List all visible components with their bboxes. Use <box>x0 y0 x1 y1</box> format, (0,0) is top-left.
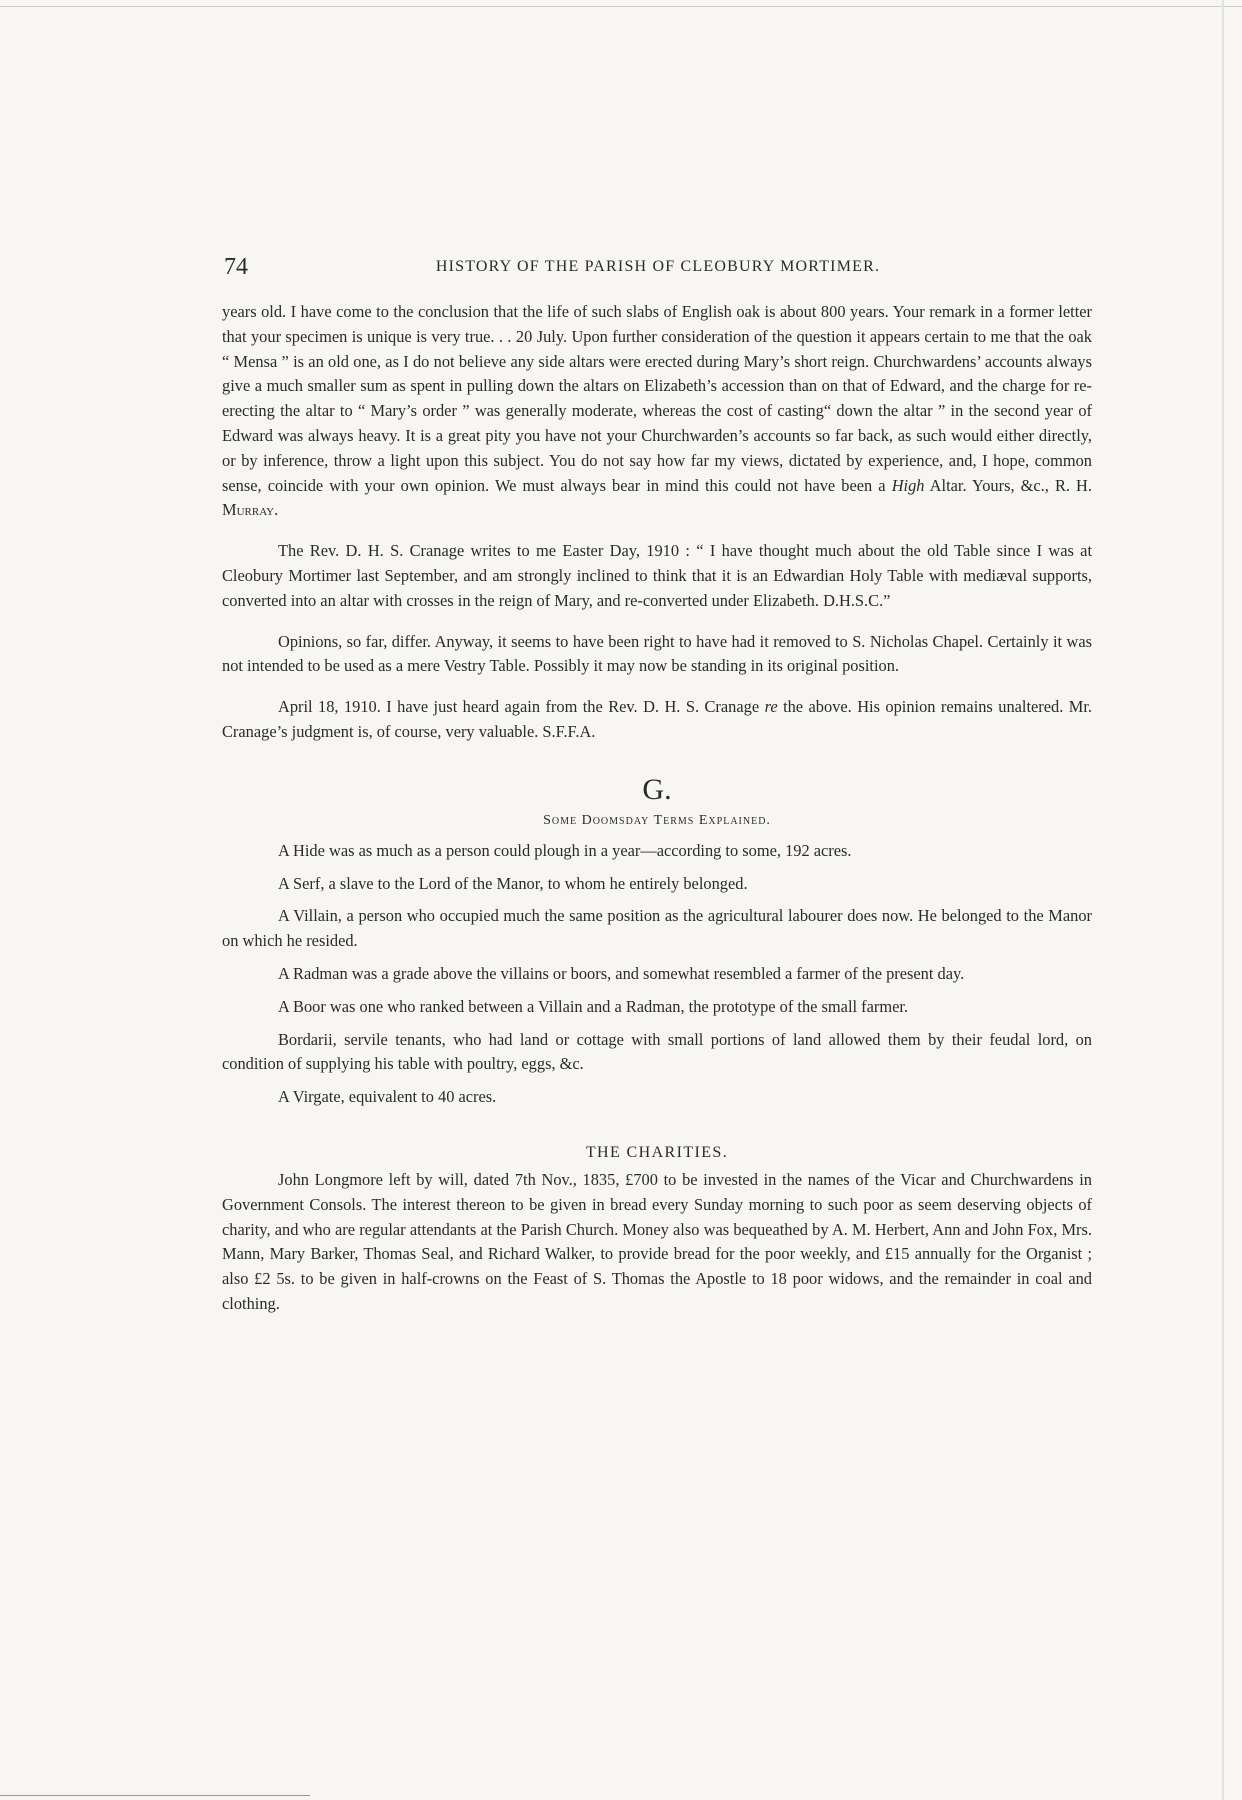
april-paragraph <box>222 695 1092 745</box>
page-header <box>224 254 1092 284</box>
page-number: 74 <box>224 254 248 280</box>
top-edge-rule <box>0 6 1242 7</box>
letter-signature: Murray. <box>222 500 279 520</box>
term-boor: A Boor was one who ranked between a Villain and a Radman, the prototype of the small farmer. <box>278 996 909 1016</box>
term-serf: A Serf, a slave to the Lord of the Manor, to whom he entirely belonged. <box>278 873 748 893</box>
letter-paragraph <box>222 300 1092 523</box>
page-edge-shadow <box>1222 0 1224 1800</box>
april-text: April 18, 1910. I have just heard again from the Rev. D. H. S. Cranage <box>278 697 760 717</box>
bottom-edge-rule <box>0 1795 310 1796</box>
cranage-paragraph: The Rev. D. H. S. Cranage writes to me Easter Day, 1910 : “ I have thought much about the old Table since I was at Cleobury Mortimer last September, and am strongly inclined to think that it is an Edwardian Holy Table with mediæval supports, converted into an altar with crosses in the reign of Mary, and re-converted under Elizabeth. D.H.S.C.” <box>222 541 1092 610</box>
april-italic: re <box>764 697 778 717</box>
term-hide: A Hide was as much as a person could plough in a year—according to some, 192 acres. <box>278 840 852 860</box>
page-body <box>222 300 1092 1317</box>
section-heading: Some Doomsday Terms Explained. <box>543 812 771 828</box>
letter-italic: High <box>891 475 925 495</box>
letter-closing: Altar. Yours, &c., R. H. <box>929 475 1092 495</box>
term-bordarii: Bordarii, servile tenants, who had land or cottage with small portions of land allowed them by their feudal lord, on condition of supplying his table with poultry, eggs, &c. <box>222 1029 1092 1074</box>
section-letter: G. <box>642 772 672 806</box>
opinions-paragraph: Opinions, so far, differ. Anyway, it seems to have been right to have had it removed to S. Nicholas Chapel. Certainly it was not intended to be used as a mere Vestry Table. Possibly it may now be standing in its original position. <box>222 631 1092 676</box>
april-text-end: the above. His opinion remains unaltered. Mr. Cranage’s judgment is, of course, very valuable. S.F.F.A. <box>222 697 1092 741</box>
term-villain: A Villain, a person who occupied much the same position as the agricultural labourer does now. He belonged to the Manor on which he resided. <box>222 906 1092 951</box>
term-virgate: A Virgate, equivalent to 40 acres. <box>278 1087 497 1107</box>
letter-text: years old. I have come to the conclusion that the life of such slabs of English oak is about 800 years. Your remark in a former letter that your specimen is unique is very true. . . 20 July. Upon further consideration of the question it appears certain to me that the oak “ Mensa ” is an old one, as I do not believe any side altars were erected during Mary’s short reign. Churchwardens’ accounts always give a much smaller sum as spent in pulling down the altars on Elizabeth’s accession than on that of Edward, and the charge for re-erecting the altar to “ Mary’s order ” was generally moderate, whereas the cost of casting“ down the altar ” in the second year of Edward was always heavy. It is a great pity you have not your Churchwarden’s accounts so far back, as such would either directly, or by inference, throw a light upon this subject. You do not say how far my views, dictated by experience, and, I hope, common sense, coincide with your own opinion. We must always bear in mind this could not have been a <box>222 302 1092 495</box>
term-radman: A Radman was a grade above the villains or boors, and somewhat resembled a farmer of the present day. <box>278 963 965 983</box>
charities-heading: THE CHARITIES. <box>585 1143 729 1161</box>
charities-paragraph: John Longmore left by will, dated 7th Nov., 1835, £700 to be invested in the names of the Vicar and Churchwardens in Government Consols. The interest thereon to be given in bread every Sunday morning to such poor as seem deserving objects of charity, and who are regular attendants at the Parish Church. Money also was bequeathed by A. M. Herbert, Ann and John Fox, Mrs. Mann, Mary Barker, Thomas Seal, and Richard Walker, to provide bread for the poor weekly, and £15 annually for the Organist ; also £2 5s. to be given in half-crowns on the Feast of S. Thomas the Apostle to 18 poor widows, and the remainder in coal and clothing. <box>222 1169 1092 1313</box>
running-title: HISTORY OF THE PARISH OF CLEOBURY MORTIMER. <box>435 258 881 275</box>
